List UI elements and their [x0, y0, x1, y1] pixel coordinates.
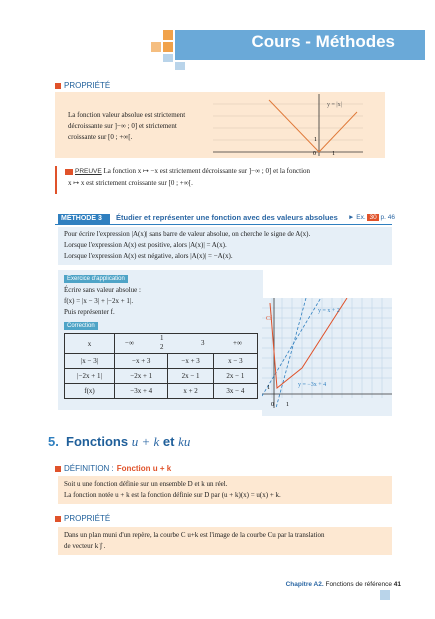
- table-row: [65, 334, 258, 354]
- sign-table: [64, 333, 258, 399]
- page-title: Cours - Méthodes: [251, 32, 395, 51]
- propriete-box: [58, 527, 392, 555]
- methode-badge: MÉTHODE 3: [58, 214, 110, 224]
- tick-one-y: 1: [314, 137, 317, 143]
- methode-text: Lorsque l'expression A(x) est positive, alors |A(x)| = A(x).: [64, 241, 227, 249]
- table-cell: x: [65, 334, 115, 354]
- graph-label: y = x + 2: [318, 308, 340, 314]
- table-cell: |x − 3|: [65, 354, 115, 369]
- table-cell: −3x + 4: [115, 384, 168, 399]
- graph-label: y = −3x + 4: [298, 382, 327, 388]
- table-cell: |−2x + 1|: [65, 369, 115, 384]
- table-cell: −∞ 1 2 3 +∞: [115, 334, 258, 354]
- prop-text: de vecteur k j⃗ .: [64, 542, 106, 550]
- prop-text: La fonction valeur absolue est strictement: [68, 111, 186, 119]
- table-cell: x − 3: [213, 354, 257, 369]
- exercice-text: Puis représenter f.: [64, 308, 115, 316]
- exercice-text: Écrire sans valeur absolue :: [64, 286, 141, 294]
- tick-zero: 0: [271, 402, 274, 408]
- methode-box: [58, 227, 392, 265]
- graph-label: y = |x|: [327, 102, 342, 108]
- exercice-tag: Exercice d'application: [64, 275, 128, 283]
- footer: Chapitre A2. Fonctions de référence 41: [285, 581, 401, 588]
- section-title: Fonctions u + k et ku: [66, 434, 191, 449]
- table-row: [65, 384, 258, 399]
- methode-text: Pour écrire l'expression |A(x)| sans barre de valeur absolue, on cherche le signe de A(x).: [64, 230, 311, 238]
- methode-title: Étudier et représenter une fonction avec des valeurs absolues: [116, 213, 338, 222]
- preuve-icon: [65, 169, 73, 175]
- propriete-box: [55, 92, 385, 158]
- definition-text: Soit u une fonction définie sur un ensemble D et k un réel.: [64, 480, 228, 488]
- tick-one-y: 1: [267, 385, 270, 391]
- preuve-line1: PREUVE La fonction x ↦ −x est strictement décroissante sur ]−∞ ; 0] et la fonction: [75, 167, 311, 175]
- table-cell: −x + 3: [115, 354, 168, 369]
- header-square: [175, 62, 185, 70]
- table-row: [65, 369, 258, 384]
- definition-label: DÉFINITION : Fonction u + k: [55, 464, 171, 473]
- correction-graph: [262, 298, 392, 416]
- tick-one: 1: [332, 151, 335, 156]
- preuve-line2: x ↦ x est strictement croissante sur [0 ; +∞[.: [68, 179, 193, 187]
- tick-one: 1: [286, 402, 289, 408]
- correction-tag: Correction: [64, 322, 98, 330]
- table-cell: 3x − 4: [213, 384, 257, 399]
- table-cell: −2x + 1: [115, 369, 168, 384]
- table-cell: 2x − 1: [213, 369, 257, 384]
- prop-text: croissante sur [0 ; +∞[.: [68, 133, 133, 141]
- cf-label: Cf: [266, 316, 272, 322]
- exercise-link[interactable]: ► Ex. 30 p. 46: [348, 214, 395, 221]
- section-number: 5.: [48, 434, 59, 449]
- correction-box: [58, 320, 263, 410]
- tick-zero: 0: [313, 151, 316, 156]
- prop-text: décroissante sur ]−∞ ; 0] et strictement: [68, 122, 177, 130]
- header-square: [163, 42, 173, 52]
- definition-box: [58, 476, 392, 504]
- methode-rule: [55, 224, 392, 225]
- propriete-label: PROPRIÉTÉ: [55, 514, 110, 523]
- propriete-label: PROPRIÉTÉ: [55, 81, 110, 90]
- prop-text: Dans un plan muni d'un repère, la courbe C u+k est l'image de la courbe Cu par la translation: [64, 531, 325, 539]
- methode-text: Lorsque l'expression A(x) est négative, alors |A(x)| = −A(x).: [64, 252, 233, 260]
- table-cell: x + 2: [168, 384, 213, 399]
- footer-square: [380, 590, 390, 600]
- abs-value-graph: [213, 94, 363, 156]
- preuve-bar: [55, 166, 57, 194]
- table-cell: −x + 3: [168, 354, 213, 369]
- header-square: [163, 54, 173, 62]
- table-cell: f(x): [65, 384, 115, 399]
- table-row: [65, 354, 258, 369]
- square-icon: [55, 83, 61, 89]
- exercice-text: f(x) = |x − 3| + |−2x + 1|.: [64, 297, 134, 305]
- definition-text: La fonction notée u + k est la fonction définie sur D par (u + k)(x) = u(x) + k.: [64, 491, 281, 499]
- header-square: [151, 42, 161, 52]
- square-icon: [55, 466, 61, 472]
- header-square: [163, 30, 173, 40]
- exercice-box: [58, 270, 263, 320]
- table-cell: 2x − 1: [168, 369, 213, 384]
- square-icon: [55, 516, 61, 522]
